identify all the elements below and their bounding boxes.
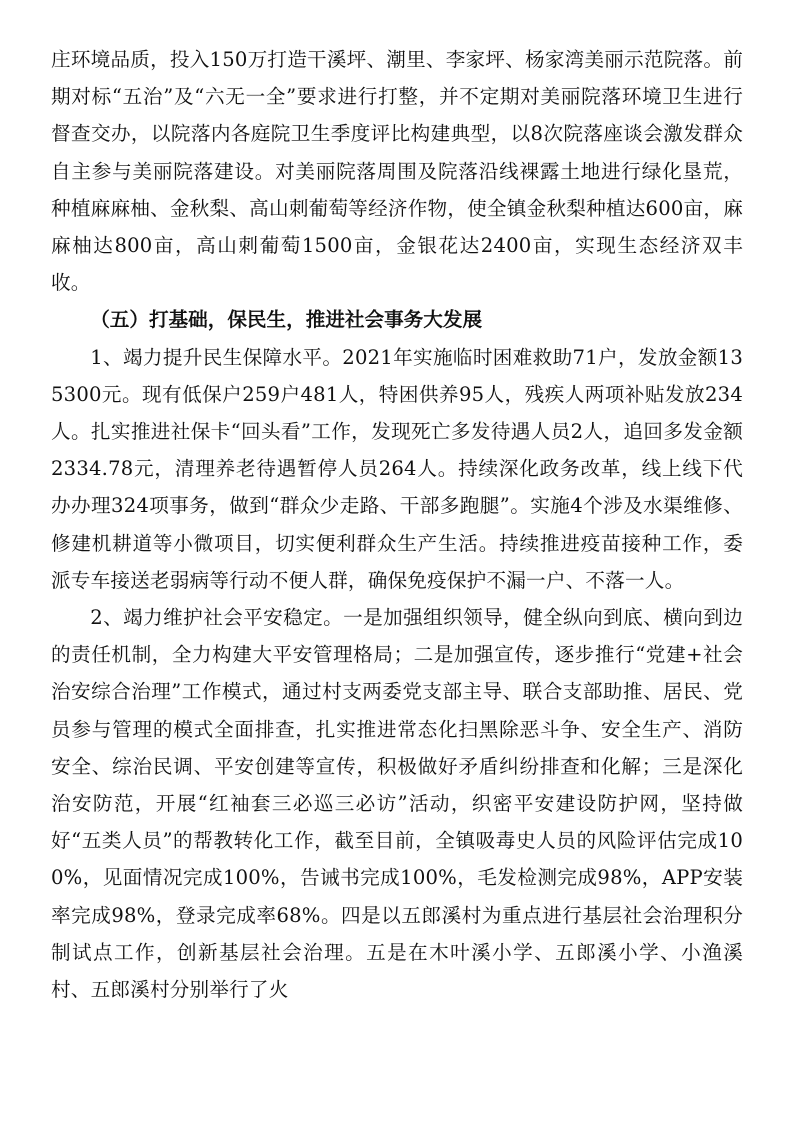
document-page [51,41,743,1008]
body-paragraph-livelihood: 1、竭力提升民生保障水平。2021年实施临时困难救助71户，发放金额135300元。现有低保户259户481人，特困供养95人，残疾人两项补贴发放234人。扎实推进社保卡“回头看”工作，发现死亡多发待遇人员2人，追回多发金额2334.78元，清理养老待遇暂停人员264人。持续深化政务改革，线上线下代办办理324项事务，做到“群众少走路、干部多跑腿”。实施4个涉及水渠维修、修建机耕道等小微项目，切实便利群众生产生活。持续推进疫苗接种工作，委派专车接送老弱病等行动不便人群，确保免疫保护不漏一户、不落一人。 [51,345,743,592]
body-paragraph-continuation: 庄环境品质，投入150万打造干溪坪、潮里、李家坪、杨家湾美丽示范院落。前期对标“五治”及“六无一全”要求进行打整，并不定期对美丽院落环境卫生进行督查交办，以院落内各庭院卫生季度评比构建典型，以8次院落座谈会激发群众自主参与美丽院落建设。对美丽院落周围及院落沿线裸露土地进行绿化垦荒，种植麻麻柚、金秋梨、高山刺葡萄等经济作物，使全镇金秋梨种植达600亩，麻麻柚达800亩，高山刺葡萄1500亩，金银花达2400亩，实现生态经济双丰收。 [51,48,743,295]
body-paragraph-public-safety: 2、竭力维护社会平安稳定。一是加强组织领导，健全纵向到底、横向到边的责任机制，全力构建大平安管理格局；二是加强宣传，逐步推行“党建+社会治安综合治理”工作模式，通过村支两委党支部主导、联合支部助推、居民、党员参与管理的模式全面排查，扎实推进常态化扫黑除恶斗争、安全生产、消防安全、综治民调、平安创建等宣传，积极做好矛盾纠纷排查和化解；三是深化治安防范，开展“红袖套三必巡三必访”活动，织密平安建设防护网，坚持做好“五类人员”的帮教转化工作，截至目前，全镇吸毒史人员的风险评估完成100%，见面情况完成100%，告诫书完成100%，毛发检测完成98%，APP安装率完成98%，登录完成率68%。四是以五郎溪村为重点进行基层社会治理积分制试点工作，创新基层社会治理。五是在木叶溪小学、五郎溪小学、小渔溪村、五郎溪村分别举行了火 [51,606,743,1002]
section-heading-five: （五）打基础，保民生，推进社会事务大发展 [90,308,483,332]
